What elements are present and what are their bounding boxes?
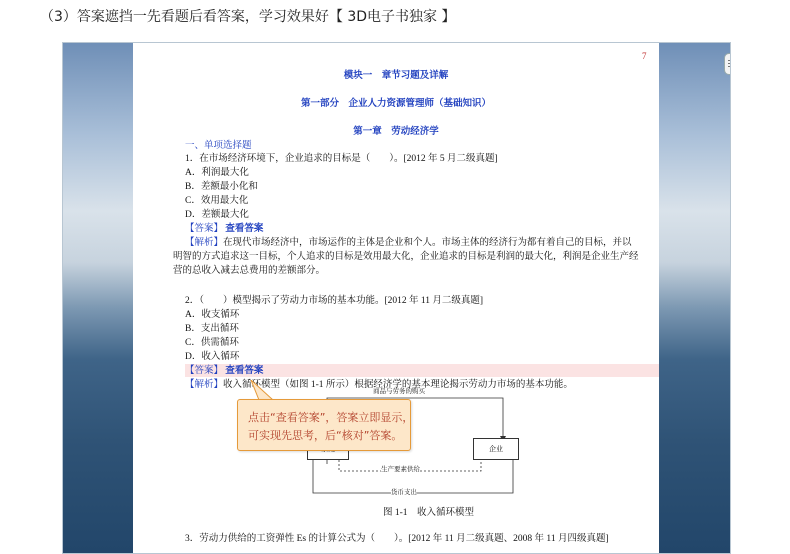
q2-option-c: C．供需循环 [185, 338, 239, 348]
q1-answer-row [185, 223, 263, 235]
chapter-title: 第一章 劳动经济学 [353, 127, 439, 137]
ebook-viewer[interactable] [62, 42, 731, 554]
scroll-handle[interactable] [724, 53, 731, 75]
callout-line-1: 点击“查看答案”，答案立即显示， [248, 411, 414, 424]
q2-option-a: A．收支循环 [185, 310, 240, 320]
q2-answer-row [185, 365, 263, 377]
q1-answer-tag: 【答案】 [185, 224, 224, 234]
q3-stem: 3．劳动力供给的工资弹性 Es 的计算公式为（ ）。[2012 年 11 月二级真题、2008 年 11 月四级真题] [185, 534, 609, 544]
q1-option-b: B．差额最小化和 [185, 182, 258, 192]
module-title: 模块一 章节习题及详解 [343, 71, 449, 81]
fig-enterprise-box: 企业 [473, 438, 519, 460]
q2-stem: 2．（ ）模型揭示了劳动力市场的基本功能。[2012 年 11 月二级真题] [185, 296, 484, 306]
page-heading: （3）答案遮挡一先看题后看答案，学习效果好【 3D电子书独家 】 [40, 9, 456, 25]
q1-stem: 1．在市场经济环境下，企业追求的目标是（ ）。[2012 年 5 月二级真题] [185, 154, 498, 164]
q1-view-answer-link[interactable]: 查看答案 [225, 224, 264, 234]
q1-option-c: C．效用最大化 [185, 196, 249, 206]
q2-view-answer-link[interactable]: 查看答案 [225, 366, 264, 376]
q1-option-a: A．利润最大化 [185, 168, 249, 178]
page-number: 7 [642, 51, 647, 61]
q2-option-d: D．收入循环 [185, 352, 240, 362]
q1-option-d: D．差额最大化 [185, 210, 249, 220]
q1-analysis-line-3: 营的总收入减去总费用的差额部分。 [173, 266, 326, 276]
figure-caption: 图 1-1 收入循环模型 [383, 508, 475, 518]
fig-top-label: 商品与劳务的购买 [373, 388, 425, 395]
q1-analysis-tag: 【解析】 [185, 238, 224, 248]
book-page[interactable] [133, 43, 659, 553]
q1-analysis-line-2: 明智的方式追求这一目标，个人追求的目标是效用最大化，企业追求的目标是利润的最大化，利润是企业生产经 [173, 252, 639, 262]
q2-option-b: B．支出循环 [185, 324, 239, 334]
q1-analysis-line-1 [185, 237, 632, 249]
q2-analysis-tag: 【解析】 [185, 380, 224, 390]
q2-answer-tag: 【答案】 [185, 366, 224, 376]
q1-analysis-text-1: 在现代市场经济中，市场运作的主体是企业和个人。市场主体的经济行为都有着自己的目标，并以 [223, 238, 632, 248]
fig-middle-label: 生产要素供给 [381, 466, 420, 473]
callout-line-2: 可实现先思考，后“核对”答案。 [248, 429, 403, 442]
q2-analysis-text: 收入循环模型（如图 1-1 所示）根据经济学的基本理论揭示劳动力市场的基本功能。 [223, 380, 573, 390]
fig-bottom-label: 货币支出 [391, 489, 417, 496]
section-heading: 一、单项选择题 [185, 141, 252, 151]
tip-callout [237, 399, 414, 451]
part-title: 第一部分 企业人力资源管理师（基础知识） [300, 99, 491, 109]
